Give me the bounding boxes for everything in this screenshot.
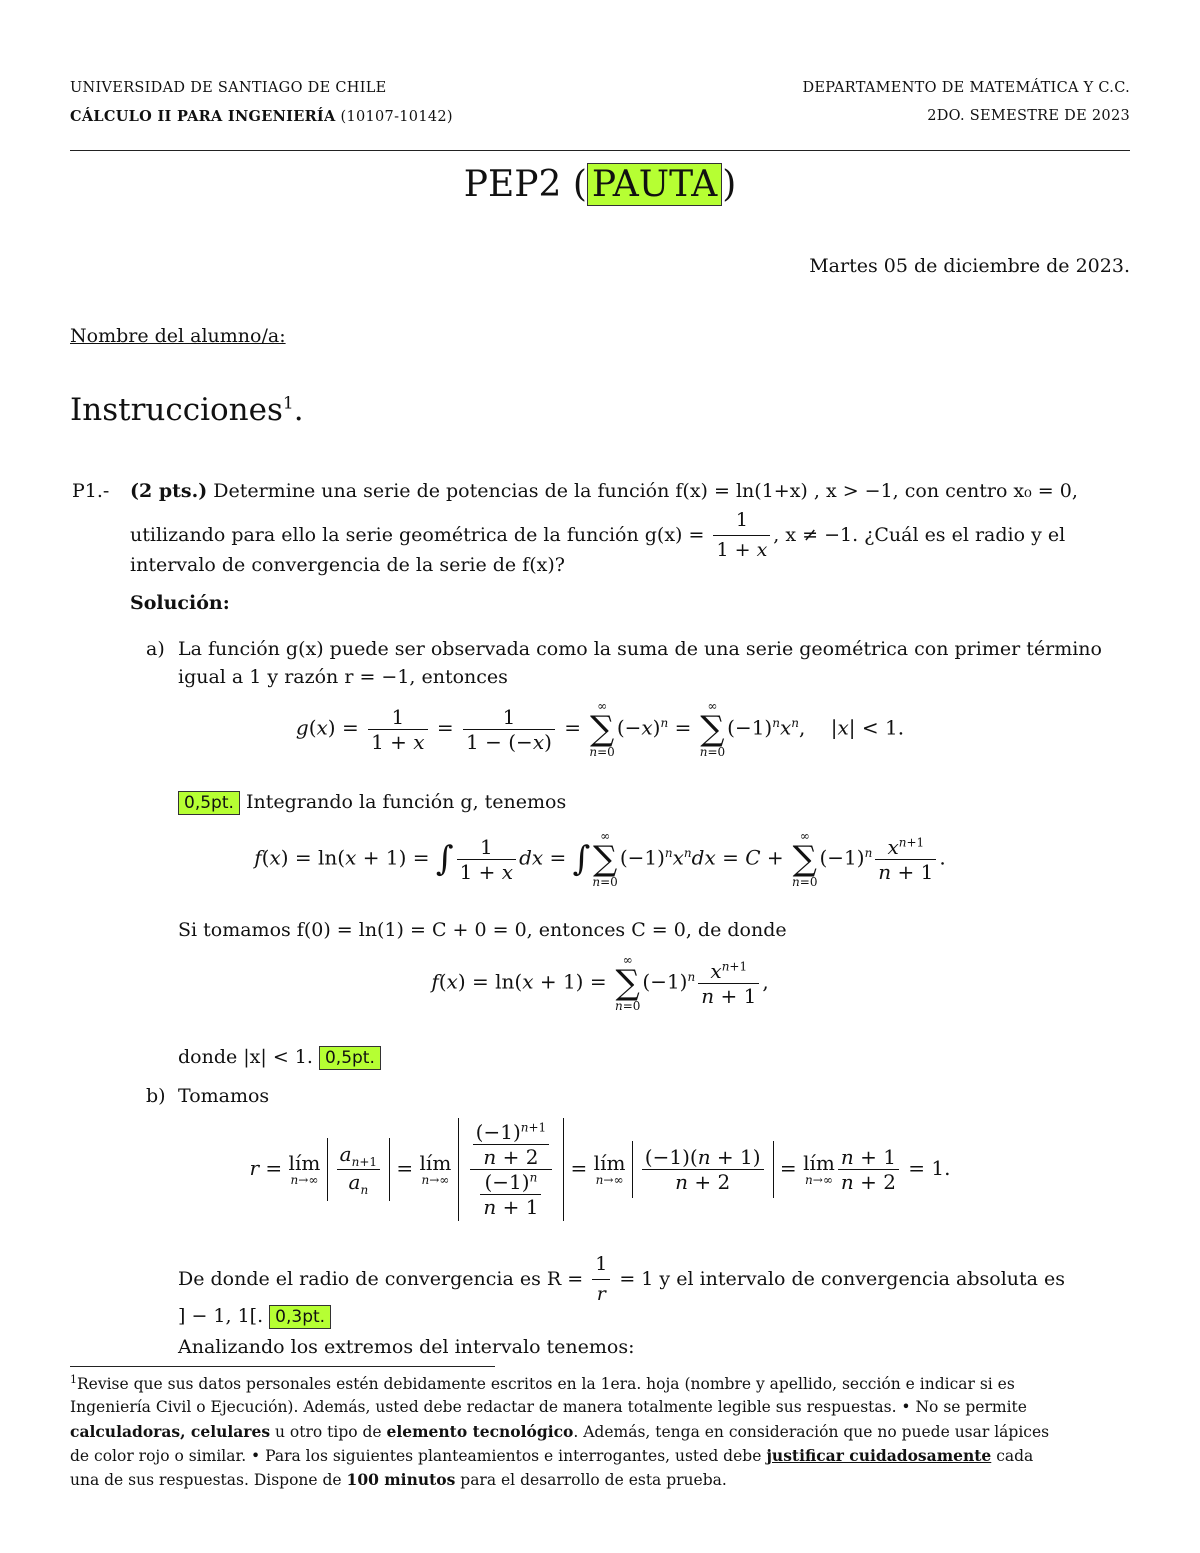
- footnote-text-1: Revise que sus datos personales estén debidamente escritos en la 1era. hoja (nombre y apellido, sección e indicar si es: [77, 1375, 1015, 1394]
- course-title: CÁLCULO II PARA INGENIERÍA: [70, 108, 336, 125]
- footnote-bold-5: 100 minutos: [346, 1470, 456, 1490]
- footnote-rule: [70, 1366, 495, 1367]
- part-a-text-3: Integrando la función g, tenemos: [245, 791, 567, 813]
- part-a-label: a): [146, 638, 165, 660]
- part-b-label: b): [146, 1085, 166, 1107]
- part-a-text-4: Si tomamos f(0) = ln(1) = C + 0 = 0, entonces C = 0, de donde: [178, 919, 787, 941]
- part-b-text-3: ] − 1, 1[.: [178, 1305, 264, 1327]
- footnote-mark: 1: [70, 1373, 77, 1386]
- exam-date: Martes 05 de diciembre de 2023.: [809, 255, 1130, 277]
- footnote-mid-3: u otro tipo de: [270, 1422, 387, 1441]
- p1-statement-2b: , x ≠ −1. ¿Cuál es el radio y el: [773, 523, 1066, 546]
- footnote-bold-2: elemento tecnológico: [386, 1421, 574, 1441]
- p1-statement-text: Determine una serie de potencias de la función f(x) = ln(1+x) , x > −1, con centro x₀ = 0,: [213, 480, 1078, 502]
- university-name: UNIVERSIDAD DE SANTIAGO DE CHILE: [70, 80, 387, 96]
- equation-f-series: f(x) = ln(x + 1) = ∞ ∑ n=0 $(-1)^n$ $\frac{x^{n+1}}{n + 1}$ ,: [431, 953, 769, 1013]
- title-close: ): [722, 164, 737, 205]
- equation-f-integral: f(x) = ln(x + 1) = ∫ $\frac{1}{1 + x}$ dx = ∫ ∞ ∑ n=0 $(-1)^nx^ndx = C$ + ∞ ∑ n=0 $(-1)^n$ $\frac{x^{n+1}}{n + 1}$ .: [254, 829, 946, 889]
- footnote: [70, 1372, 1130, 1492]
- footnote-end-3: . Además, tenga en consideración que no puede usar lápices: [573, 1422, 1050, 1441]
- solution-label: Solución:: [130, 592, 230, 614]
- footnote-line-5: [70, 1468, 1130, 1492]
- p1-statement-line1: [130, 477, 1130, 506]
- p1-points: (2 pts.): [130, 480, 208, 502]
- p1-statement-line3: intervalo de convergencia de la serie de f(x)?: [130, 554, 565, 576]
- footnote-end-4: cada: [991, 1446, 1034, 1465]
- footnote-start-4: de color rojo o similar. • Para los siguientes planteamientos e interrogantes, usted debe: [70, 1446, 767, 1465]
- title-highlight: PAUTA: [587, 163, 722, 206]
- footnote-line-1: [70, 1372, 1130, 1396]
- part-b-text-1: Tomamos: [178, 1085, 270, 1107]
- g-fraction: $\frac{1}{1 + x}$: [713, 506, 770, 566]
- footnote-line-2: Ingeniería Civil o Ejecución). Además, usted debe redactar de manera totalmente legible sus respuestas. • No se permite: [70, 1398, 1027, 1417]
- footnote-start-5: una de sus respuestas. Dispone de: [70, 1471, 347, 1490]
- part-a-text-2: igual a 1 y razón r = −1, entonces: [178, 666, 508, 688]
- part-b-radius-line: De donde el radio de convergencia es R = $\frac{1}{r}$ = 1 y el intervalo de convergencia absoluta es: [178, 1250, 1130, 1310]
- footnote-bold-1: calculadoras, celulares: [70, 1421, 271, 1441]
- course-name: [70, 108, 453, 125]
- part-a-integrate-line: [178, 788, 566, 817]
- part-b-interval-line: [178, 1302, 331, 1331]
- course-code: (10107-10142): [340, 109, 453, 125]
- part-b-text-2b: = 1 y el intervalo de convergencia absoluta es: [619, 1267, 1065, 1290]
- score-badge-a2: 0,5pt.: [319, 1046, 381, 1070]
- part-a-conclusion: [178, 1043, 381, 1072]
- p1-label: P1.-: [72, 480, 110, 502]
- part-b-text-4: Analizando los extremos del intervalo tenemos:: [178, 1336, 635, 1358]
- score-badge-a1: 0,5pt.: [178, 791, 240, 815]
- department-name: DEPARTAMENTO DE MATEMÁTICA Y C.C.: [802, 80, 1130, 96]
- instructions-heading-text: Instrucciones: [70, 392, 283, 428]
- footnote-ref: 1: [282, 393, 294, 414]
- footnote-line-3: [70, 1420, 1130, 1444]
- footnote-bold-4: justificar cuidadosamente: [766, 1445, 992, 1465]
- instructions-heading: Instrucciones$^1$.: [70, 392, 304, 428]
- p1-statement-2a: utilizando para ello la serie geométrica de la función g(x) =: [130, 523, 705, 546]
- part-a-text-5: donde |x| < 1.: [178, 1046, 313, 1068]
- semester: 2DO. SEMESTRE DE 2023: [927, 108, 1130, 124]
- equation-ratio-test: r = lím n→∞ $\frac{a_{n+1}}{a_n}$ = lím n→∞ $\frac{\frac{(-1)^{n+1}}{n + 2}}{\frac{(-1)^n}{n + 1}}$ = lím n→∞ $\frac{(-1)(n + 1)}{n + 2}$ = lím n→∞ $\frac{n + 1}{n + 2}$ = 1.: [249, 1120, 951, 1219]
- student-name-label: Nombre del alumno/a:: [70, 325, 286, 347]
- score-badge-b1: 0,3pt.: [269, 1305, 331, 1329]
- part-a-text-1: La función g(x) puede ser observada como la suma de una serie geométrica con primer término: [178, 638, 1102, 660]
- header-rule: [70, 150, 1130, 151]
- page-title: [0, 164, 1200, 205]
- footnote-end-5: para el desarrollo de esta prueba.: [455, 1471, 727, 1490]
- title-main: PEP2 (: [463, 164, 587, 205]
- equation-g-series: g(x) = $\frac{1}{1 + x}$ = $\frac{1}{1 - (-x)}$ = ∞ ∑ n=0 $(-x)^n$ = ∞ ∑ n=0 $(-1)^nx^n$, |x| < 1.: [295, 699, 905, 759]
- part-b-text-2: De donde el radio de convergencia es R =: [178, 1267, 584, 1290]
- footnote-line-4: [70, 1444, 1130, 1468]
